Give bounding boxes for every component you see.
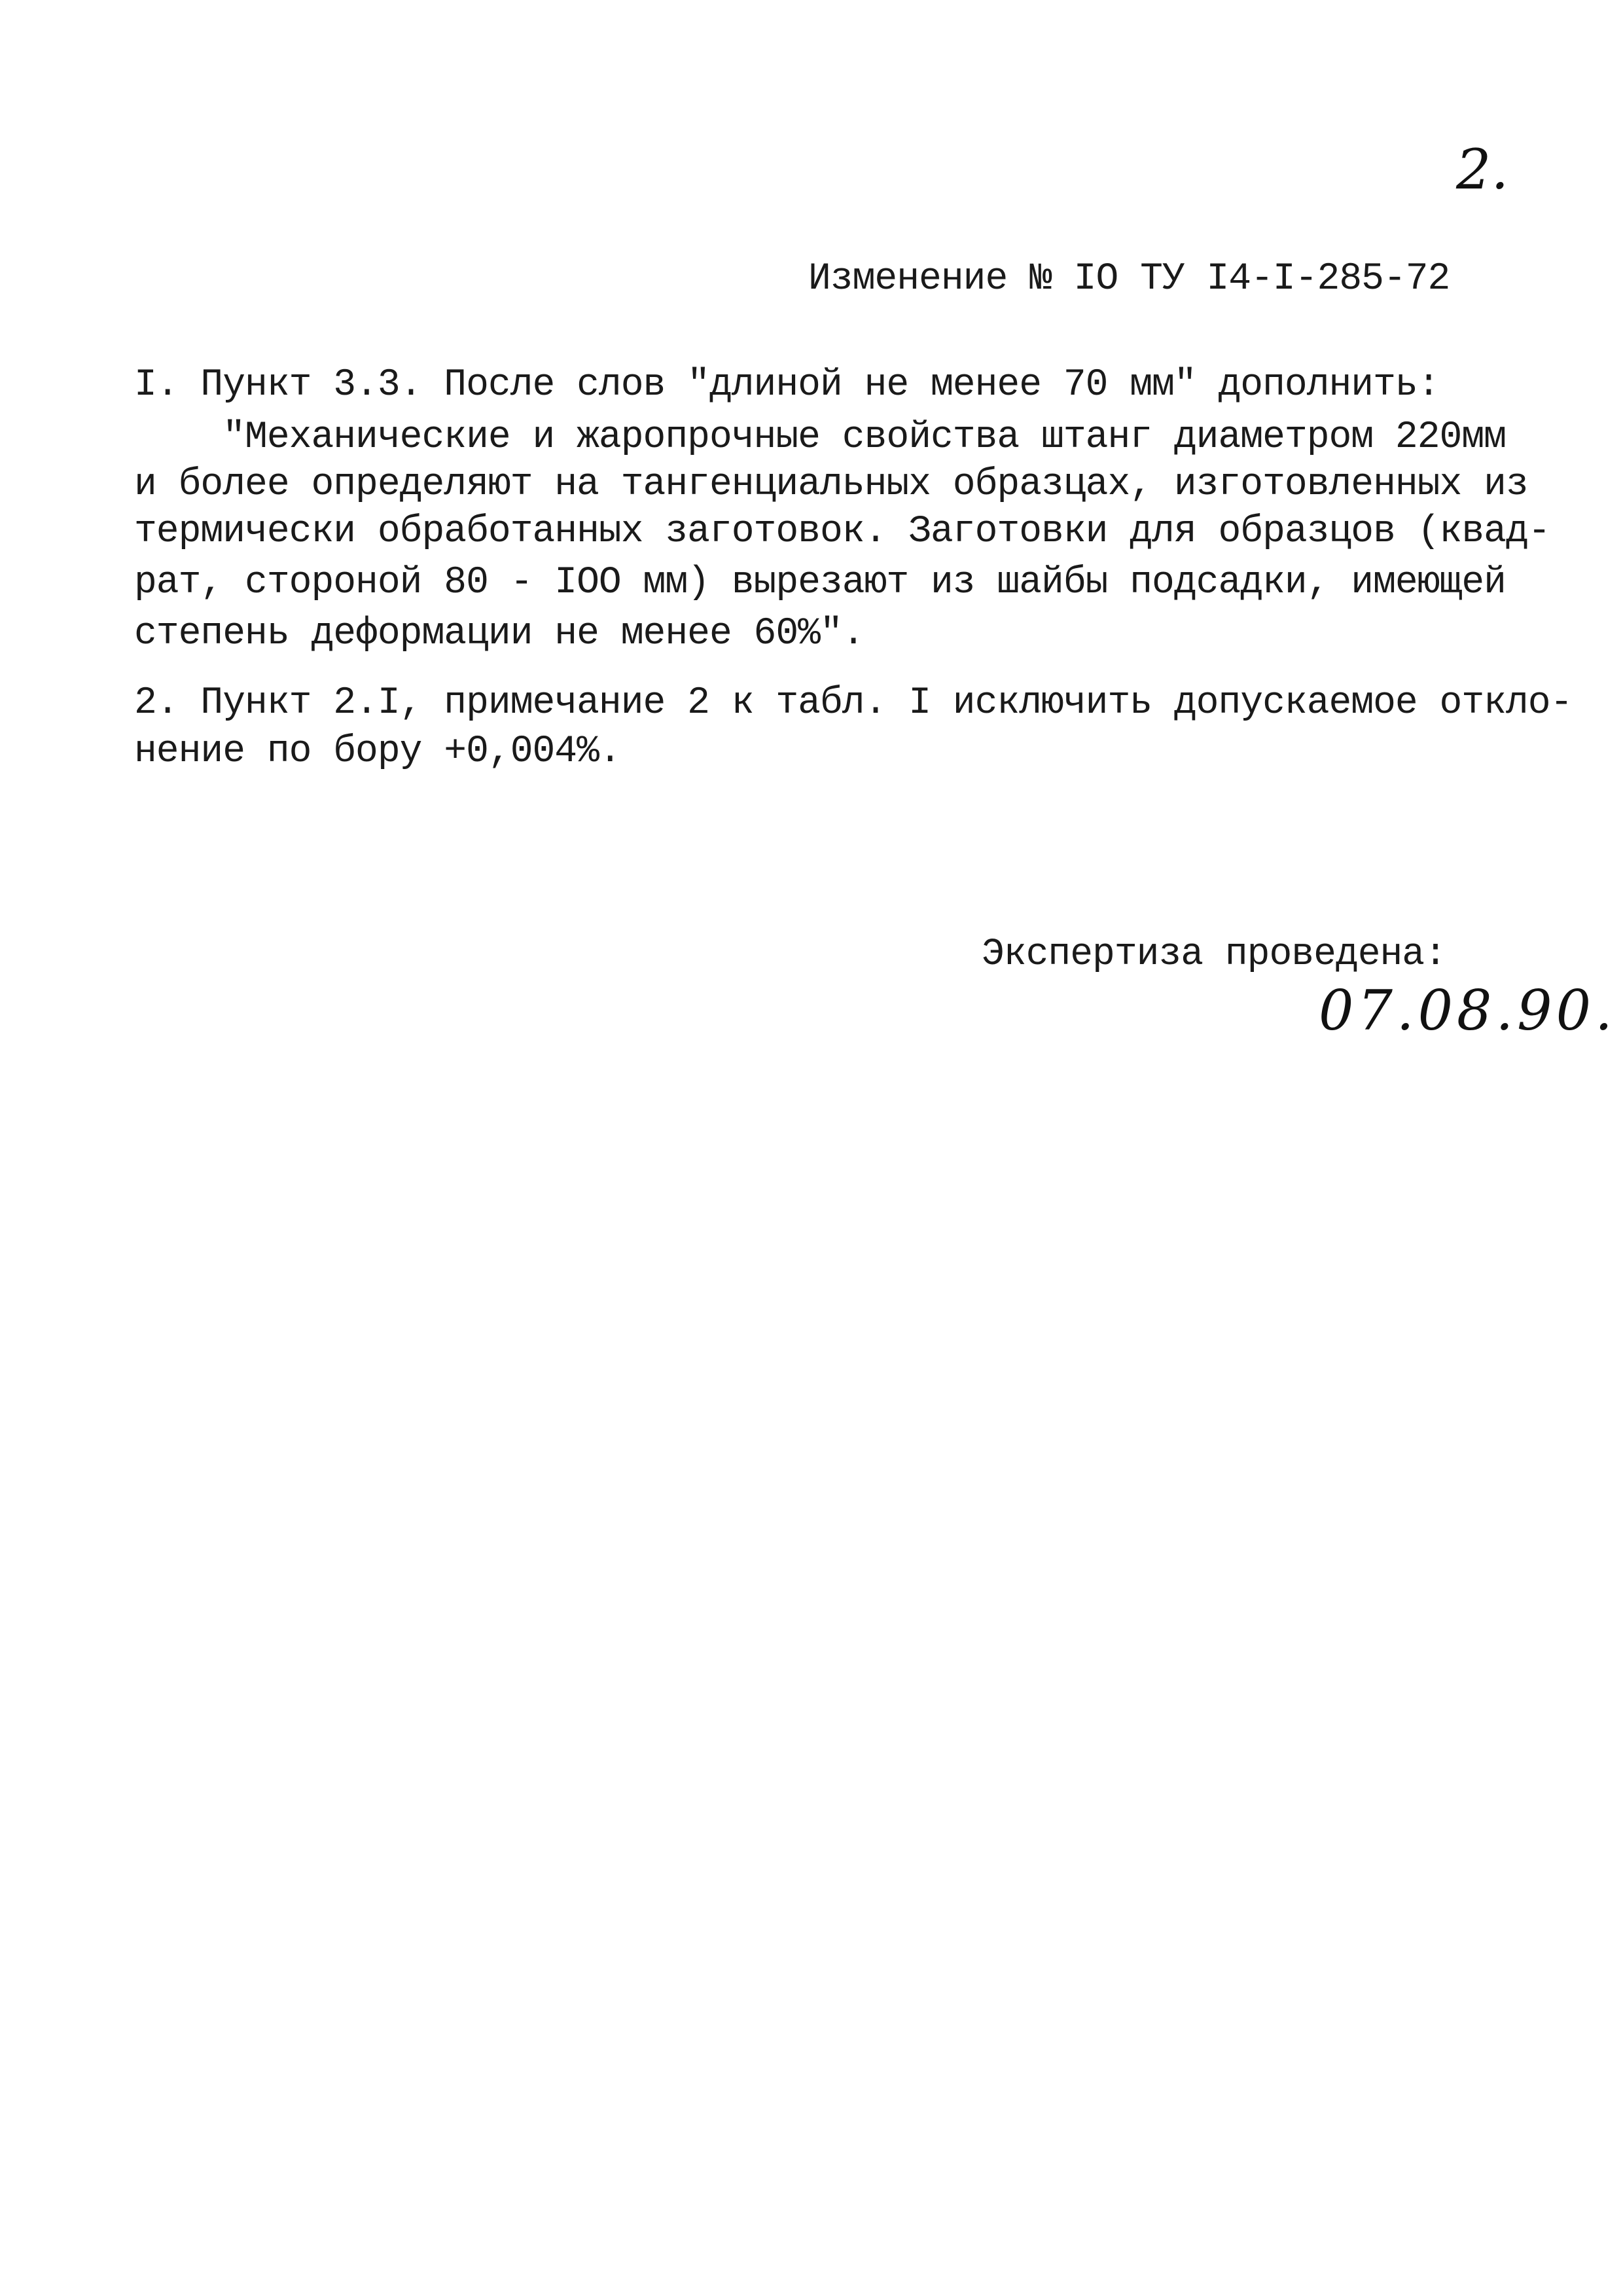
expertise-label: Экспертиза проведена: — [982, 933, 1446, 976]
document-title: Изменение № IO ТУ I4-I-285-72 — [808, 258, 1450, 300]
item1-line-3: и более определяют на тангенциальных образцах, изготовленных из — [134, 463, 1528, 506]
page-number: 2. — [1456, 137, 1509, 202]
item1-line-4: термически обработанных заготовок. Заготовки для образцов (квад- — [134, 511, 1550, 553]
expertise-date: 07.08.90. — [1319, 978, 1616, 1043]
item1-line-5: рат, стороной 80 - IOO мм) вырезают из шайбы подсадки, имеющей — [134, 562, 1506, 604]
item2-line-1: 2. Пункт 2.I, примечание 2 к табл. I исключить допускаемое откло- — [134, 682, 1573, 725]
item1-line-2: "Механические и жаропрочные свойства штанг диаметром 220мм — [134, 416, 1506, 459]
item2-line-2: нение по бору +0,004%. — [134, 730, 621, 773]
item1-line-6: степень деформации не менее 60%". — [134, 613, 865, 655]
item1-line-1: I. Пункт 3.3. После слов "длиной не менее 70 мм" дополнить: — [134, 364, 1440, 406]
